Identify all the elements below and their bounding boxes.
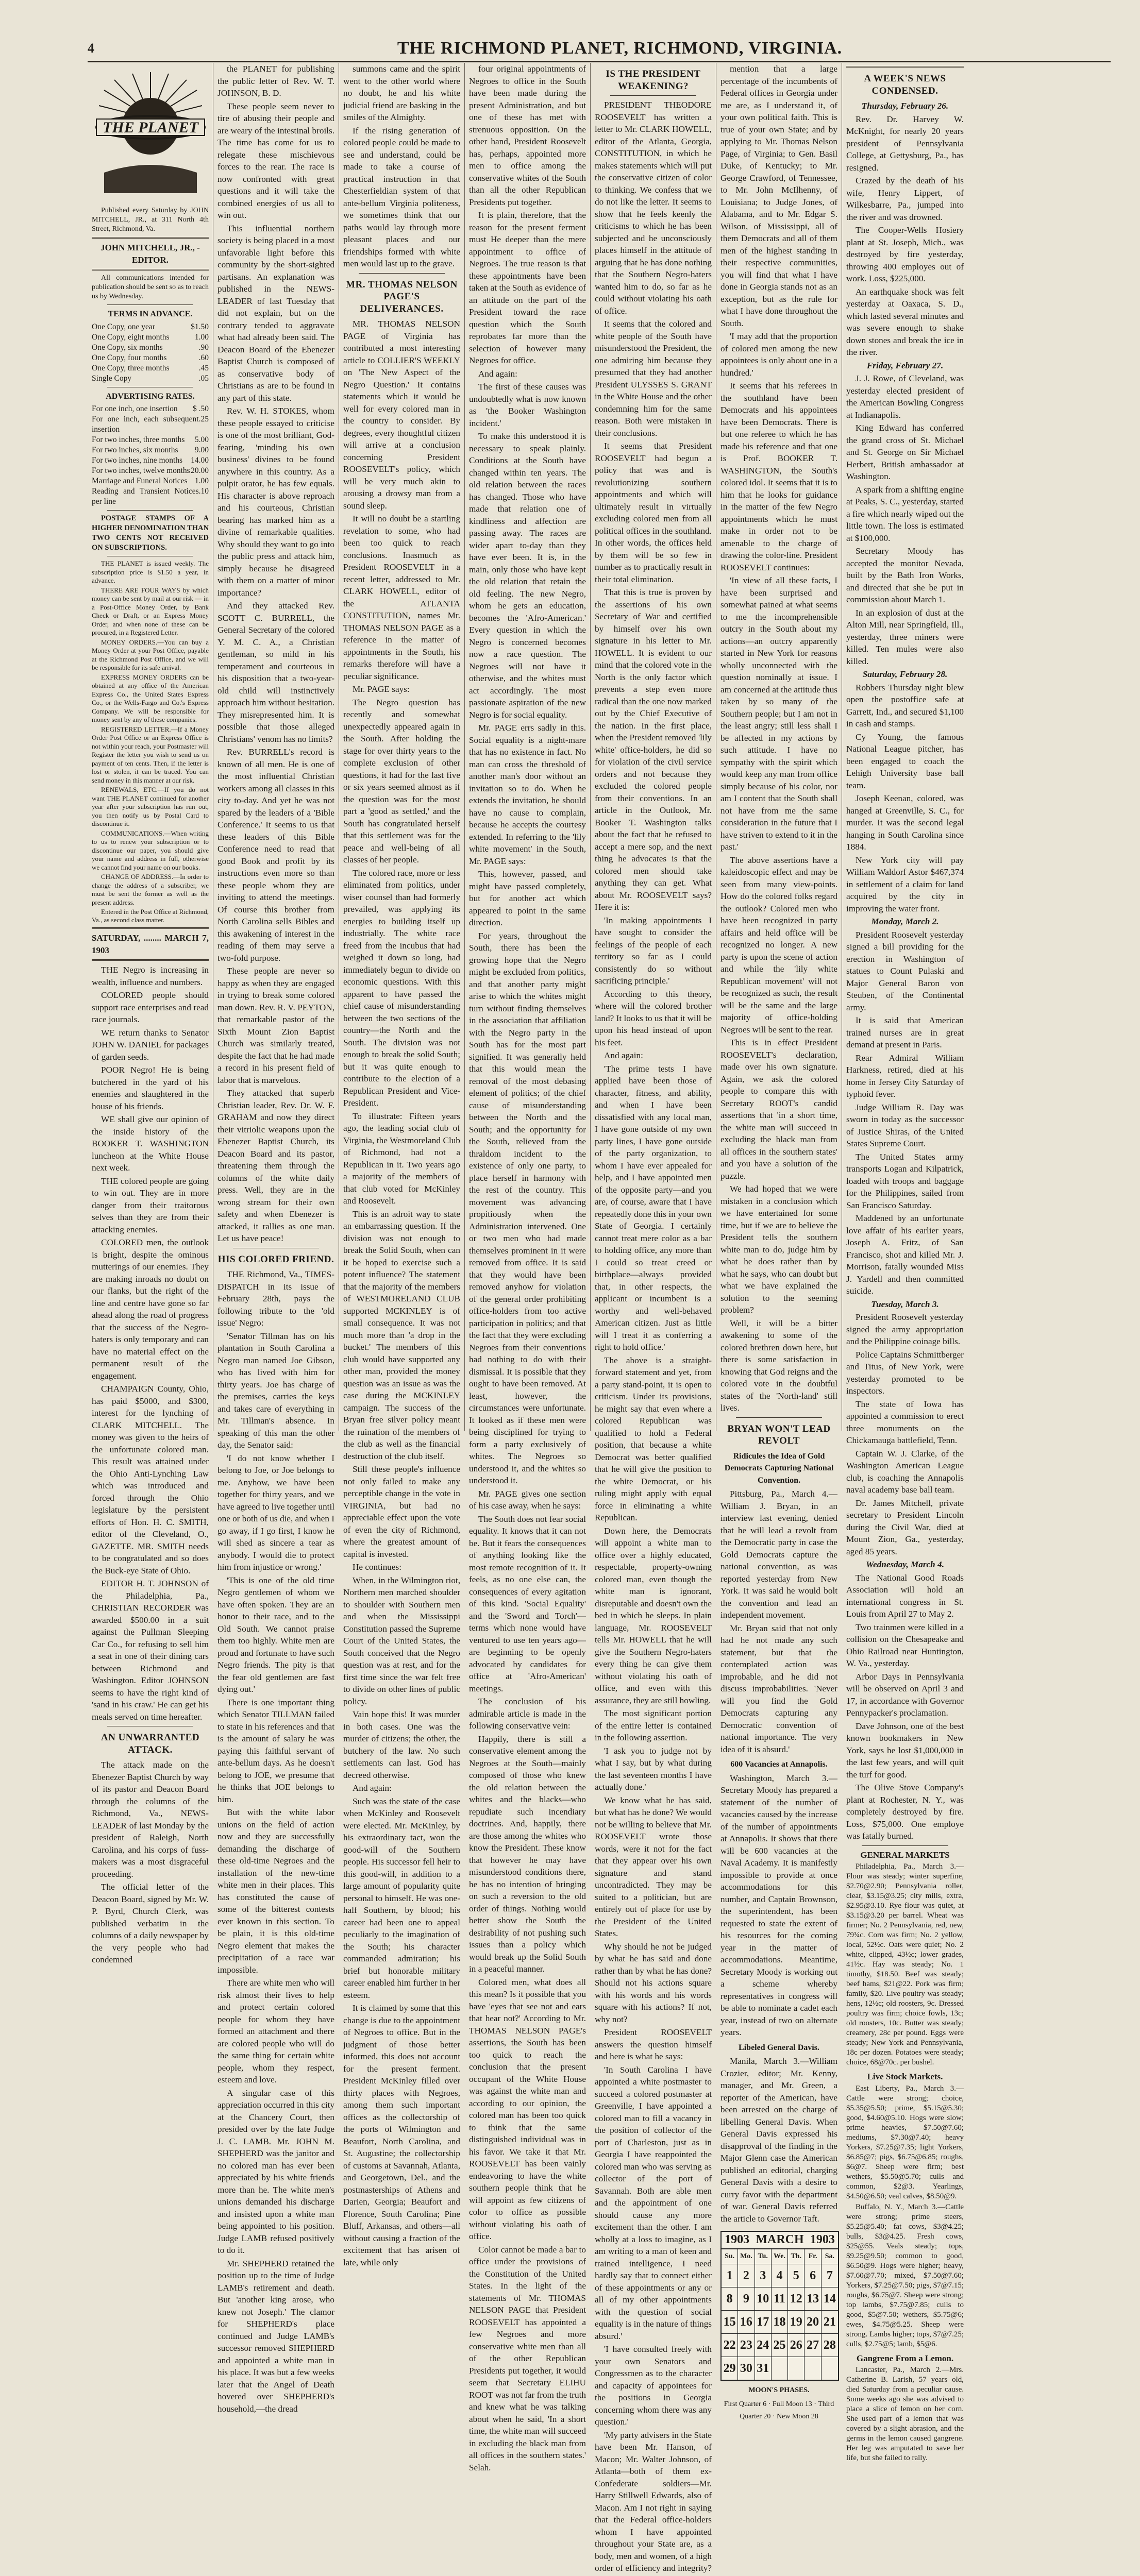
subscription-para: COMMUNICATIONS.—When writing to us to renew your subscription or to discontinue our paper, you should give your name and address in full, otherwise we cannot find your name on our books. bbox=[92, 829, 209, 872]
article-para: Still these people's influence not only failed to make any perceptible change in the vote in VIRGINIA, but had no appreciable effect upon the vote of even the city of Richmond, where the greatest amount of capital is invested. bbox=[343, 1463, 460, 1560]
news-item: Dave Johnson, one of the best known bookmakers in New York, says he lost $1,000,000 in the last few years, and will quit the turf for good. bbox=[846, 1720, 964, 1781]
divider bbox=[359, 273, 445, 274]
news-item: Dr. James Mitchell, private secretary to President Lincoln during the Civil War, died at Mount Zion, Ga., yesterday, aged 85 years. bbox=[846, 1497, 964, 1558]
calendar-day bbox=[822, 2357, 838, 2380]
terms-row bbox=[92, 332, 209, 343]
calendar-day: 13 bbox=[804, 2287, 821, 2311]
calendar-day: 3 bbox=[755, 2264, 772, 2287]
market-para: Philadelphia, Pa., March 3.—Flour was steady; winter superfine, $2.70@2.90; Pennsylvania roller, clear, $3.15@3.25; city mills, extra, $2.95@3.10. Rye flour was quiet, at $3.15@3.20 per barrel. Wheat was firmer; No. 2 Pennsylvania, red, new, 79¾c. Corn was firm; No. 2 yellow, local, 52½c. Oats were quiet; No. 2 white, clipped, 43½c; lower grades, 41½c. Hay was steady; No. 1 timothy, $18.50. Beef was steady; beef hams, $21@22. Pork was firm; family, $20. Live poultry was steady; hens, 12½c; old roosters, 9c. Dressed poultry was firm; choice fowls, 13c; old roosters, 10c. Butter was steady; creamery, 28c per pound. Eggs were steady; New York and Pennsylvania, 18c per dozen. Potatoes were steady; choice, 68@70c. per bushel. bbox=[846, 1862, 964, 2067]
article-para: 'I do not know whether I belong to Joe, or Joe belongs to me. Anyhow, we have been together for thirty years, and we have agreed to live together until one or both of us die, and when I go away, if I go first, I know he will shed as sincere a tear as anybody. I would die to protect him from injustice or wrong.' bbox=[217, 1452, 334, 1573]
editorial-item: EDITOR H. T. JOHNSON of the Philadelphia, Pa., CHRISTIAN RECORDER was awarded $500.00 in a suit against the Pullman Sleeping Car Co., for refusing to sell him a seat in one of their dining cars between Richmond and Washington. Editor JOHNSON seems to have the right kind of 'sand in his craw.' He can get his meals served on time hereafter. bbox=[92, 1578, 209, 1723]
calendar-day: 27 bbox=[804, 2334, 821, 2357]
news-item: The state of Iowa has appointed a commission to erect three monuments on the Chickamauga battlefield, Tenn. bbox=[846, 1398, 964, 1447]
market-para: East Liberty, Pa., March 3.—Cattle were strong; choice, $5.35@5.50; prime, $5.15@5.30; good, $4.60@5.10. Hogs were slow; prime heavies, $7.50@7.60; mediums, $7.30@7.40; heavy Yorkers, $7.25@7.35; light Yorkers, $6.85@7; pigs, $6.75@6.85; roughs, $6@7. Sheep were firm; best wethers, $5.50@5.70; culls and common, $2@3. Yearlings, $4.50@6.50; veal calves, $8.50@9. bbox=[846, 2084, 964, 2201]
article-para: The first of these causes was undoubtedly what is now known as 'the Booker Washington incident.' bbox=[469, 381, 586, 429]
news-item: The United States army transports Logan and Kilpatrick, loaded with troops and baggage for the Philippines, sailed from San Francisco Saturday. bbox=[846, 1151, 964, 1212]
calendar-day: 10 bbox=[755, 2287, 772, 2311]
article-para: It is claimed by some that this change is due to the appointment of Negroes to office. But in the judgment of those better informed, this does not account for the present ferment. President McKinley filled over thirty places with Negroes, among them such important offices as the collectorship of the ports of Wilmington and Beaufort, North Carolina, and St. Augustine; the collectorship of customs at Savannah, Atlanta, and Georgetown, Del., and the postmasterships of Athens and Darien, Georgia; Beaufort and Florence, South Carolina; Pine Bluff, Arkansas, and others—all without causing a fraction of the excitement that has arisen of late, while only bbox=[343, 2002, 460, 2268]
article-para: Down here, the Democrats will appoint a white man to office over a highly educated, respectable, property-owning colored man, even though the white man is ignorant, disreputable and doesn't own the bed in which he sleeps. In plain language, Mr. ROOSEVELT tells Mr. HOWELL that he will give the Southern Negro-haters every thing he can give them without violating his oath of office, and even with this assurance, they are still howling. bbox=[595, 1525, 712, 1707]
terms-row-price: $1.50 bbox=[191, 322, 209, 332]
article-para: It seems that the colored and white people of the South have misunderstood the President, the one admiring him because they presumed that they had another President ULYSSES S. GRANT in the White House and the other condemning him for the same reason. Both were mistaken in their conclusions. bbox=[595, 318, 712, 439]
ad-rate-row bbox=[92, 404, 209, 414]
ad-rate-row-price: $ .50 bbox=[193, 404, 209, 414]
article-para: The above is a straight-forward statement and yet, from a party stand-point, it is open to criticism. Under its provisions, he might say that even where a colored Republican was qualified to hold a Federal position, that because a white Democrat was better qualified that he will give the position to the white Democrat, or his ruling might apply with equal force in eliminating a white Republican. bbox=[595, 1354, 712, 1524]
livestock-headline: Live Stock Markets. bbox=[846, 2071, 964, 2083]
ad-rate-row bbox=[92, 486, 209, 507]
column-5 bbox=[591, 63, 716, 1431]
terms-title: TERMS IN ADVANCE. bbox=[92, 308, 209, 320]
markets-headline: GENERAL MARKETS bbox=[846, 1849, 964, 1861]
ad-rate-row bbox=[92, 414, 209, 435]
calendar-day: 23 bbox=[738, 2334, 755, 2357]
columns bbox=[88, 63, 1111, 1431]
editorial-item: POOR Negro! He is being butchered in the yard of his enemies and slaughtered in the house of his friends. bbox=[92, 1064, 209, 1112]
march-calendar bbox=[720, 2231, 839, 2381]
article-para: It is plain, therefore, that the reason for the present ferment must He deeper than the mere appointment to office of Negroes. The true reason is that these appointments have been taken at the South as evidence of an attitude on the part of the President toward the race question which the South reprobates far more than the selection of however many Negroes for office. bbox=[469, 209, 586, 367]
editorial-item: CHAMPAIGN County, Ohio, has paid $5000, and $300, interest for the lynching of CLARK MITCHELL. The money was given to the heirs of the unfortunate colored man. This result was attained under the Ohio Anti-Lynching Law which was introduced and forced through the Ohio legislature by the persistent efforts of Hon. H. C. SMITH, editor of the Cleveland, O., GAZETTE. MR. SMITH needs to be congratulated and so does the Buck-eye State of Ohio. bbox=[92, 1383, 209, 1577]
weakening-article-cont bbox=[720, 63, 837, 1414]
article-para: the PLANET for publishing the public letter of Rev. W. T. JOHNSON, B. D. bbox=[217, 63, 334, 99]
column-4 bbox=[465, 63, 591, 1431]
gangrene-headline: Gangrene From a Lemon. bbox=[846, 2352, 964, 2365]
ad-rate-row-price: 14.00 bbox=[191, 455, 209, 466]
article-para: mention that a large percentage of the incumbents of Federal offices in Georgia under me are, as I understand it, of your own political faith. This is true of your own State; and by applying to Mr. Thomas Nelson Page, of Virginia; to Gen. Basil Duke, of Kentucky; to Mr. George Crawford, of Tennessee, to Mr. John McIlhenny, of Louisiana; to Judge Jones, of Alabama, and to Mr. Edgar S. Wilson, of Mississippi, all of them Democrats and all of them men of the highest standing in their respective communities, you will find that what I have done in Georgia stands not as an exception, but as the rule for what I have done throughout the South. bbox=[720, 63, 837, 329]
news-item: Rear Admiral William Harkness, retired, died at his home in Jersey City Saturday of typhoid fever. bbox=[846, 1052, 964, 1100]
article-para: The official letter of the Deacon Board, signed by Mr. W. P. Byrd, Church Clerk, was published verbatim in the columns of a daily newspaper by the very people who had condemned bbox=[92, 1881, 209, 1966]
news-item: J. J. Rowe, of Cleveland, was yesterday elected president of the American Bowling Congress at Indianapolis. bbox=[846, 372, 964, 421]
article-para: 'In view of all these facts, I have been surprised and somewhat pained at what seems to me the incomprehensible outcry in the South about my actions—an outcry apparently started in New York for reasons wholly unconnected with the question nominally at issue. I am concerned at the attitude thus taken by so many of the Southern people; but I am not in the least angry; still less shall I be affected in my actions by such attitude. I have no sympathy with the spirit which would keep any man from office simply because of his color, nor am I content that the South shall not have from me the same consideration in the future that I have striven to extend to it in the past.' bbox=[720, 574, 837, 853]
ad-rate-row bbox=[92, 455, 209, 466]
terms-row-price: .60 bbox=[199, 353, 209, 363]
article-para: 'In making appointments I have sought to consider the feelings of the people of each territory so far as I could consistently do so without sacrificing principle.' bbox=[595, 914, 712, 987]
article-para: We had hoped that we were mistaken in a conclusion which we have entertained for some time, but if we are to believe the President tells the southern white man to do, judge him by what he does rather than by what he says, who can doubt but what we have explained the solution to the seeming problem? bbox=[720, 1183, 837, 1316]
terms-row-price: 1.00 bbox=[195, 332, 209, 343]
article-para: 'This is one of the old time Negro gentlemen of whom we have often spoken. They are an honor to their race, and to the Old South. We cannot praise them too highly. White men are proud and fortunate to have such Negro friends. The pity is that the fear old gentlemen are fast dying out.' bbox=[217, 1574, 334, 1696]
ad-rate-row-label: For two inches, twelve months bbox=[92, 466, 190, 476]
calendar-day: 9 bbox=[738, 2287, 755, 2311]
libel-headline: Libeled General Davis. bbox=[720, 2042, 837, 2054]
calendar-day: 1 bbox=[722, 2264, 738, 2287]
calendar-weekday: Mo. bbox=[738, 2249, 755, 2264]
ad-rate-row-price: 1.00 bbox=[195, 476, 209, 486]
calendar-day: 11 bbox=[772, 2287, 788, 2311]
article-para: The most significant portion of the entire letter is contained in the following assertion. bbox=[595, 1707, 712, 1744]
article-para: 'I have consulted freely with your own Senators and Congressmen as to the character and capacity of appointees for the positions in Georgia concerning whom there was any question.' bbox=[595, 2343, 712, 2428]
terms-row-label: One Copy, one year bbox=[92, 322, 155, 332]
planet-logo-icon bbox=[94, 70, 207, 198]
column-6 bbox=[716, 63, 842, 1431]
calendar-year: 1903 bbox=[810, 2234, 835, 2246]
ad-rate-row bbox=[92, 435, 209, 445]
calendar-weekday: Sa. bbox=[822, 2249, 838, 2264]
article-para: 'I ask you to judge not by what I say, but by what during the last seventeen months I have actually done.' bbox=[595, 1745, 712, 1793]
article-para: It will no doubt be a startling revelation to some, who had been too quick to reach conclusions. Inasmuch as President ROOSEVELT in a recent letter, addressed to Mr. CLARK HOWELL, editor of the ATLANTA CONSTITUTION, names Mr. THOMAS NELSON PAGE as a reference in the matter of appointments in the South, his remarks therefore will have a peculiar significance. bbox=[343, 513, 460, 682]
column-3 bbox=[339, 63, 465, 1431]
calendar-day: 5 bbox=[788, 2264, 804, 2287]
terms-row bbox=[92, 343, 209, 353]
calendar-day bbox=[772, 2357, 788, 2380]
column-1 bbox=[88, 63, 213, 1431]
article-para: The South does not fear social equality. It knows that it can not be. But it fears the consequences of anything looking like the most remote recognition of it. It feels, as no one else can, the consequences of every agitation of this kind. 'Social Equality' and the 'Sword and Torch'—terms which none would have ventured to use ten years ago—are beginning to be openly advocated by candidates for office at 'Afro-American' meetings. bbox=[469, 1513, 586, 1695]
weakening-headline: IS THE PRESIDENT WEAKENING? bbox=[595, 68, 712, 92]
friend-article bbox=[217, 1268, 334, 2415]
ad-rate-row-price: .10 bbox=[199, 486, 209, 507]
divider bbox=[736, 1417, 822, 1418]
article-para: THE Richmond, Va., TIMES-DISPATCH in its issue of February 28th, pays the following tribute to the 'old issue' Negro: bbox=[217, 1268, 334, 1329]
news-item: It is said that American trained nurses are in great demand at present in Paris. bbox=[846, 1014, 964, 1051]
friend-headline: HIS COLORED FRIEND. bbox=[217, 1253, 334, 1266]
calendar-day bbox=[788, 2357, 804, 2380]
divider bbox=[862, 1845, 948, 1846]
article-para: That this is true is proven by the assertions of his own Secretary of War and certified by himself over his own signature in his letter to Mr. HOWELL. It is evident to our mind that the colored vote in the North is the only factor which prevents a step even more radical than the one now marked out by the Chief Executive of the nation. In the first place, when the President removed 'lily white' office-holders, he did so for violation of the civil service orders and not because they excluded the colored people from their conventions. In an article in the Outlook, Mr. Booker T. Washington talks about the fact that he refused to accept a mere sop, and the next thing he advocates is that the colored men should take anything they can get. What about Mr. ROOSEVELT says? Here it is: bbox=[595, 586, 712, 913]
terms-row bbox=[92, 374, 209, 384]
bryan-article bbox=[720, 1488, 837, 1755]
divider bbox=[107, 304, 193, 305]
news-item: New York city will pay William Waldorf Astor $467,374 in settlement of a claim for land acquired by the city in improving the water front. bbox=[846, 854, 964, 915]
calendar-weekday: Tu. bbox=[755, 2249, 772, 2264]
article-para: 'Senator Tillman has on his plantation in South Carolina a Negro man named Joe Gibson, who has lived with him for thirty years. Joe has charge of the premises, carries the keys and takes care of everything in Mr. Tillman's absence. In speaking of this man the other day, the Senator said: bbox=[217, 1330, 334, 1451]
ad-rate-row bbox=[92, 476, 209, 486]
article-para: four original appointments of Negroes to office in the South have been made during the present Administration, and but one of these has met with strenuous opposition. On the other hand, President Roosevelt has, perhaps, appointed more men to office among the conservative whites of the South than all the other Republican Presidents put together. bbox=[469, 63, 586, 208]
livestock-article bbox=[846, 2084, 964, 2349]
terms-row-price: .05 bbox=[199, 374, 209, 384]
subscription-para: THERE ARE FOUR WAYS by which money can be sent by mail at our risk — in a Post-Office Money Order, by Bank Check or Draft, or an Express Money Order, and when none of these can be procured, in a Registered Letter. bbox=[92, 586, 209, 637]
calendar-month: MARCH bbox=[756, 2234, 803, 2246]
article-para: There are white men who will risk almost their lives to help and protect certain colored people for whom they have formed an attachment and there are colored people who will do the same thing for certain white people, whom they respect, esteem and love. bbox=[217, 1977, 334, 2086]
ad-rate-row-price: .25 bbox=[199, 414, 209, 435]
article-para: This influential northern society is being placed in a most unfavorable light before this community by the short-sighted partisans. An explanation was published in the NEWS-LEADER of last Tuesday that did not explain, but on the contrary tended to aggravate what had already been said. The Deacon Board of the Ebenezer Baptist Church is composed of as conservative body of Christians as are to be found in any part of this state. bbox=[217, 223, 334, 404]
ad-rates-table bbox=[92, 404, 209, 507]
ad-rate-row-price: 20.00 bbox=[191, 466, 209, 476]
ad-rate-row-price: 5.00 bbox=[195, 435, 209, 445]
article-para: President ROOSEVELT answers the question himself and here is what he says: bbox=[595, 2026, 712, 2063]
article-para: Why should he not be judged by what he has said and done rather than by what he has done? Should not his actions square with his words and his words square with his actions? If not, why not? bbox=[595, 1941, 712, 2026]
terms-row-label: One Copy, six months bbox=[92, 343, 163, 353]
news-headline: A WEEK'S NEWS CONDENSED. bbox=[846, 73, 964, 97]
editorial-item: COLORED people should support race enterprises and read race journals. bbox=[92, 989, 209, 1026]
page-deliverances-article bbox=[343, 318, 460, 2268]
ad-rate-row bbox=[92, 445, 209, 455]
news-item: Monday, March 2. bbox=[846, 916, 964, 928]
calendar-header bbox=[722, 2232, 838, 2249]
news-item: The Cooper-Wells Hosiery plant at St. Joseph, Mich., was destroyed by fire yesterday, throwing 400 employes out of work. Loss, $225,000. bbox=[846, 224, 964, 285]
article-para: The above assertions have a kaleidoscopic effect and may be seen from many view-points. How do the colored folks regard the outlook? Colored men who have been recognized in party affairs and held office will be recognized no longer. A new party is upon the scene of action and while the 'lily white Republican movement' will not be recognized as such, the result will be the same and the large majority of office-holding Negroes will be sent to the rear. bbox=[720, 854, 837, 1036]
calendar-day bbox=[804, 2357, 821, 2380]
news-item: Wednesday, March 4. bbox=[846, 1558, 964, 1571]
article-para: A singular case of this appreciation occurred in this city at the Chancery Court, then presided over by the late Judge J. C. LAMB. Mr. JOHN M. SHEPHERD was the janitor and no colored man has ever been appreciated by his white friends more than he. The white men's unions demanded his discharge and insisted upon a white man being appointed to his position. Judge LAMB refused positively to do it. bbox=[217, 2087, 334, 2257]
news-item: Friday, February 27. bbox=[846, 360, 964, 372]
editorial-item: THE colored people are going to win out. They are in more danger from their traitorous selves than they are from their attacking enemies. bbox=[92, 1175, 209, 1236]
article-para: According to this theory, where will the colored brother land? It looks to us that it will be upon his head instead of upon his feet. bbox=[595, 988, 712, 1049]
calendar-day: 14 bbox=[822, 2287, 838, 2311]
news-item: Cy Young, the famous National League pitcher, has been engaged to coach the Lehigh University base ball team. bbox=[846, 731, 964, 792]
weakening-article bbox=[595, 99, 712, 2576]
article-para: But with the white labor unions on the field of action now and they are successfully demanding the discharge of these old-time Negroes and the installation of the new-time white men in their places. This has constituted the cause of some of the bitterest contests ever known in this section. To be plain, it is this old-time Negro element that makes the precipitation of a race war impossible. bbox=[217, 1806, 334, 1976]
calendar-day: 31 bbox=[755, 2357, 772, 2380]
article-para: Happily, there is still a conservative element among the Negroes at the South—mainly composed of those who knew the old relation between the whites and the blacks—who repudiate such incendiary doctrines. And, happily, there are those among the whites who know the President. These know that however he may have misunderstood conditions there, he has no intention of bringing on such a reversion to the old order of things. Nothing would better show the South the desirability of not pushing such issues than a policy which would break up the Solid South in a peaceful manner. bbox=[469, 1733, 586, 1975]
calendar-weekday: Th. bbox=[788, 2249, 804, 2264]
calendar-day: 8 bbox=[722, 2287, 738, 2311]
article-para: These people are never so happy as when they are engaged in trying to break some colored man down. Rev. R. V. PEYTON, that remarkable pastor of the Sixth Mount Zion Baptist Church was similarly treated, despite the fact that he had made a record in his present field of labor that is marvelous. bbox=[217, 965, 334, 1086]
news-item: Thursday, February 26. bbox=[846, 100, 964, 112]
terms-row-label: One Copy, three months bbox=[92, 363, 170, 374]
news-item: Saturday, February 28. bbox=[846, 668, 964, 681]
calendar-day: 2 bbox=[738, 2264, 755, 2287]
attack-article bbox=[92, 1759, 209, 1966]
article-para: To illustrate: Fifteen years ago, the leading social club of Virginia, the Westmoreland Club of Richmond, had not a Republican in it. Two years ago a majority of the members of that club voted for McKinley and Roosevelt. bbox=[343, 1110, 460, 1207]
article-para: Vain hope this! It was murder in both cases. One was the murder of citizens; the other, the butchery of the law. No such settlements can last. God has decreed otherwise. bbox=[343, 1708, 460, 1781]
friend-article-cont bbox=[343, 63, 460, 270]
article-para: The conclusion of his admirable article is made in the following conservative vein: bbox=[469, 1696, 586, 1732]
page-header bbox=[88, 36, 1111, 62]
news-item: Tuesday, March 3. bbox=[846, 1298, 964, 1311]
article-para: And again: bbox=[343, 1782, 460, 1794]
article-para: 'In South Carolina I have appointed a white postmaster to succeed a colored postmaster at Greenville, I have appointed a colored man to fill a vacancy in the position of collector of the port of Charleston, just as in Georgia I have reappointed the colored man who was serving as collector of the port of Savannah. Both are able men and the appointment of one should cause any more excitement than the other. I am wholly at a loss to imagine, as I am writing to a man of keen and trained intelligence, I need hardly say that to connect either of these appointments or any or all of my other appointments with the question of social equality is in the nature of things absurd.' bbox=[595, 2064, 712, 2343]
calendar-day: 15 bbox=[722, 2311, 738, 2334]
publisher-line: Published every Saturday by JOHN MITCHELL, JR., at 311 North 4th Street, Richmond, Va. bbox=[92, 206, 209, 234]
divider bbox=[92, 927, 209, 929]
subscription-para: MONEY ORDERS.—You can buy a Money Order at your Post Office, payable at the Richmond Post Office, and we will be responsible for its safe arrival. bbox=[92, 638, 209, 672]
subscription-para: REGISTERED LETTER.—If a Money Order Post Office or an Express Office is not within your reach, your Postmaster will Register the letter you wish to send us on payment of ten cents. Then, if the letter is lost or stolen, it can be traced. You can send money in this manner at our risk. bbox=[92, 725, 209, 785]
divider bbox=[846, 66, 964, 67]
article-para: And again: bbox=[595, 1049, 712, 1062]
news-item: Captain W. J. Clarke, of the Washington American League club, is coaching the Annapolis naval academy base ball team. bbox=[846, 1448, 964, 1496]
ad-rate-row-label: Marriage and Funeral Notices bbox=[92, 476, 188, 486]
article-para: 'The prime tests I have applied have been those of character, fitness, and ability, and when I have been dissatisfied with any local man, I have gone outside of my own party lines, I have gone outside of the party organization, to whom I have ever appealed for help, and I have appointed men of the opposite party—and you are, of course, aware that I have repeatedly done this in your own State of Georgia. I certainly cannot treat mere color as a bar to holding office, any more than I could so treat creed or birthplace—always provided that, in other respects, the applicant or incumbent is a worthy and well-behaved American citizen. Just as little will I treat it as conferring a right to hold office.' bbox=[595, 1063, 712, 1353]
article-para: Color cannot be made a bar to office under the provisions of the Constitution of the United States. In the light of the statements of Mr. THOMAS NELSON PAGE that President ROOSEVELT has appointed a few Negroes and more conservative white men than all of the other Republican Presidents put together, it would seem that Secretary ELIHU ROOT was not far from the truth and knew what he was talking about when he said, 'In a short time, the white man will succeed in excluding the black man from all offices in the southern states.' Selah. bbox=[469, 2244, 586, 2474]
article-para: Colored men, what does all this mean? Is it possible that you have 'eyes that see not and ears that hear not?' According to Mr. THOMAS NELSON PAGE's assertions, the South has been too quick to reach the conclusion that the present occupant of the White House was against the white man and according to our opinion, the colored man has been too quick to think that the same distinguished individual was in his favor. We take it that Mr. ROOSEVELT has been vainly endeavoring to have the white southern people think that he will appoint as few citizens of color to office as possible without violating his oath of office. bbox=[469, 1976, 586, 2243]
news-item: Judge William R. Day was sworn in today as the successor of Justice Shiras, of the United States Supreme Court. bbox=[846, 1101, 964, 1150]
news-item: Two trainmen were killed in a collision on the Chesapeake and Ohio Railroad near Huntington, W. Va., yesterday. bbox=[846, 1621, 964, 1670]
calendar-day: 7 bbox=[822, 2264, 838, 2287]
ad-rate-row-label: Reading and Transient Notices per line bbox=[92, 486, 199, 507]
news-item: A spark from a shifting engine at Peaks, S. C., yesterday, started a fire which nearly wiped out the little town. The loss is estimated at $100,000. bbox=[846, 484, 964, 545]
divider bbox=[92, 269, 209, 270]
calendar-day: 17 bbox=[755, 2311, 772, 2334]
terms-row bbox=[92, 363, 209, 374]
news-item: The Olive Stove Company's plant at Rochester, N. Y., was completely destroyed by fire. Loss, $75,000. One employe was fatally burned. bbox=[846, 1782, 964, 1842]
article-para: This, however, passed, and might have passed completely, but for another act which appeared to point in the same direction. bbox=[469, 868, 586, 929]
calendar-day: 30 bbox=[738, 2357, 755, 2380]
article-para: MR. THOMAS NELSON PAGE of Virginia has contributed a most interesting article to COLLIER'S WEEKLY on 'The New Aspect of the Negro Question.' It contains statements which it would be well for every colored man in the country to consider. By degrees, every thoughtful citizen will arrive at a conclusion concerning President ROOSEVELT's policy, which will be very much akin to arousing a drowsy man from a sound sleep. bbox=[343, 318, 460, 512]
calendar-weekday: Fr. bbox=[804, 2249, 821, 2264]
news-item: President Roosevelt yesterday signed a bill providing for the erection in Washington of statues to Count Pulaski and Major General Baron von Steuben, of the Continental army. bbox=[846, 929, 964, 1014]
terms-row-price: .45 bbox=[199, 363, 209, 374]
article-para: Mr. PAGE says: bbox=[343, 683, 460, 696]
news-item: Robbers Thursday night blew open the postoffice safe at Garrett, Ind., and secured $1,100 in cash and stamps. bbox=[846, 682, 964, 730]
article-para: We know what he has said, but what has he done? We would not be willing to believe that Mr. ROOSEVELT wrote those words, were it not for the fact that they appear over his own signature and stand uncontradicted. They may be suited to a politician, but are entirely out of place for use by the President of the United States. bbox=[595, 1794, 712, 1940]
news-items bbox=[846, 100, 964, 1842]
markets-article bbox=[846, 1862, 964, 2067]
calendar-weekday: We. bbox=[772, 2249, 788, 2264]
editorial-items bbox=[92, 964, 209, 1723]
article-para: There is one important thing which Senator TILLMAN failed to state in his references and that is the amount of salary he was paying this faithful servant of ante-bellum days. As he doesn't belong to JOE, we presume that he thinks that JOE belongs to him. bbox=[217, 1697, 334, 1806]
terms-row-label: One Copy, four months bbox=[92, 353, 166, 363]
news-item: Police Captains Schmittberger and Titus, of New York, were yesterday promoted to be inspectors. bbox=[846, 1349, 964, 1397]
market-para: Buffalo, N. Y., March 3.—Cattle were strong; prime steers, $5.25@5.40; fat cows, $3@4.25; bulls, $3@4.25. Fresh cows, $25@55. Veals steady; tops, $9.25@9.50; common to good, $6.50@9. Hogs were higher; heavy, $7.60@7.70; mixed, $7.50@7.60; Yorkers, $7.25@7.50; pigs, $7@7.15; roughs, $6.75@7. Sheep were strong; top lambs, $7.75@7.85; culls to good, $5@7.50; wethers, $5.75@6; ewes, $4.75@5.25. Sheep were strong. Lambs higher; tops, $7@7.25; culls, $2.75@5; lamb, $5@6. bbox=[846, 2202, 964, 2349]
gangrene-article: Lancaster, Pa., March 2.—Mrs. Catherine B. Larish, 57 years old, died Saturday from a peculiar cause. Some weeks ago she was advised to place a slice of lemon on her corn. She used part of a lemon that was covered by a slight abrasion, and the germs in the lemon caused gangrene. Her leg was amputated to save her life, but she failed to rally. bbox=[846, 2365, 964, 2463]
article-para: Rev. BURRELL's record is known of all men. He is one of the most influential Christian workers among all classes in this city to-day. And yet he was not spared by the leaders of a 'Bible Conference.' It seems to us that these leaders of this Bible Conference need to read that good Book and profit by its instructions even more so than these people whom they are inviting to attend the meetings. Of course this brother from North Carolina sells Bibles and this awakening of interest in the reading of them may serve a two-fold purpose. bbox=[217, 746, 334, 964]
masthead-title: THE RICHMOND PLANET, RICHMOND, VIRGINIA. bbox=[129, 39, 1111, 58]
ad-rate-row-price: 9.00 bbox=[195, 445, 209, 455]
terms-row-price: .90 bbox=[199, 343, 209, 353]
moon-phases-title: MOON'S PHASES. bbox=[720, 2384, 837, 2397]
article-para: He continues: bbox=[343, 1561, 460, 1573]
article-para: The colored race, more or less eliminated from politics, under wiser counsel than had formerly prevailed, was applying its energies to building itself up industrially. The white race freed from the incubus that had weighed it down so long, had immediately begun to divide on economic questions. With this apparent to have passed the chief cause of misunderstanding between the two sections of the country—the North and the South. The division was not enough to break the solid South; but it was quite enough to contribute to the election of a Republican President and Vice-President. bbox=[343, 867, 460, 1109]
ad-rate-row-label: For one inch, each subsequent insertion bbox=[92, 414, 199, 435]
editor-line: JOHN MITCHELL, JR., - EDITOR. bbox=[92, 242, 209, 266]
article-para: If the rising generation of colored people could be made to see and understand, could be made to take a course of practical instruction in that Chesterfieldian system of that ante-bellum Virginia politeness, we sometimes think that our paths would lay through more pleasant places and our friendships formed with white men would last up to the grave. bbox=[343, 125, 460, 270]
entered-notice: Entered in the Post Office at Richmond, Va., as second class matter. bbox=[92, 908, 209, 924]
news-item: Rev. Dr. Harvey W. McKnight, for nearly 20 years president of Pennsylvania College, at Gettysburg, Pa., has resigned. bbox=[846, 113, 964, 174]
article-para: And again: bbox=[469, 368, 586, 380]
terms-row bbox=[92, 353, 209, 363]
article-para: When, in the Wilmington riot, Northern men marched shoulder to shoulder with Southern men and when the Mississippi Constitution passed the Supreme Court of the United States, the South conceived that the Negro question was at rest, and for the first time since the war felt free to divide on other lines of public policy. bbox=[343, 1574, 460, 1708]
news-item: Crazed by the death of his wife, Henry Lippert, of Wilkesbarre, Pa., jumped into the river and was drowned. bbox=[846, 175, 964, 223]
issue-dateline: SATURDAY, ........ MARCH 7, 1903 bbox=[92, 932, 209, 956]
subscription-para: THE PLANET is issued weekly. The subscription price is $1.50 a year, in advance. bbox=[92, 560, 209, 585]
article-para: Such was the state of the case when McKinley and Roosevelt were elected. Mr. McKinley, by his extraordinary tact, won the good-will of the Southern people. His successor fell heir to this good-will, in addition to a large amount of popularity quite personal to himself. He was one-half Southern, by blood; his career had been one to appeal peculiarly to the imagination of the South; his character commanded admiration; his brief but honorable military career enabled him further in her esteem. bbox=[343, 1795, 460, 2002]
calendar-grid bbox=[722, 2249, 838, 2380]
news-item: Joseph Keenan, colored, was hanged at Greenville, S. C., for murder. It was the second legal hanging in South Carolina since 1884. bbox=[846, 792, 964, 853]
calendar-day: 18 bbox=[772, 2311, 788, 2334]
article-para: Mr. SHEPHERD retained the position up to the time of Judge LAMB's retirement and death. But 'another king arose, who knew not Joseph.' The clamor for SHEPHERD's place continued and Judge LAMB's successor removed SHEPHERD and appointed a white man in his place. It was but a few weeks later that the Angel of Death hovered over SHEPHERD's household,—the dread bbox=[217, 2258, 334, 2415]
news-item: Secretary Moody has accepted the monitor Nevada, built by the Bath Iron Works, and directed that she be put in commission about March 1. bbox=[846, 545, 964, 606]
editorial-item: COLORED men, the outlook is bright, despite the ominous mutterings of our enemies. They are making inroads no doubt on our flanks, but the right of the line and centre have gone so far ahead along the road of progress that the success of the Negro-haters is only temporary and can have no material effect on the permanent result of the engagement. bbox=[92, 1236, 209, 1382]
vacancies-article: Washington, March 3.—Secretary Moody has prepared a statement of the number of vacancies caused by the increase of the number of appointments at Annapolis. It shows that there will be 600 vacancies at the Naval Academy. It is manifestly impossible to provide at once accommodations for this number, and Captain Brownson, the superintendent, has been requested to state the extent of his resources for the coming year in the matter of accommodations. Meantime, Secretary Moody is working out a scheme whereby representatives in congress will be able to nominate a cadet each year, instead of two on alternate years. bbox=[720, 1772, 837, 2039]
article-para: This is an adroit way to state an embarrassing question. If the division was not enough to break the Solid South, when can it be hoped to exercise such a potent influence? The statement that the majority of the members of WESTMORELAND CLUB supported MCKINLEY is of small consequence. It was not much more than 'a drop in the bucket.' The members of this club would have supported any other man, provided the money question was an issue as was the case during the MCKINLEY campaign. The success of the Bryan free silver policy meant the ruination of the members of the club as well as the financial destruction of the club itself. bbox=[343, 1208, 460, 1463]
moon-phases: First Quarter 6 · Full Moon 13 · Third Quarter 20 · New Moon 28 bbox=[720, 2398, 837, 2422]
ad-rate-row-label: For two inches, three months bbox=[92, 435, 185, 445]
attack-headline: AN UNWARRANTED ATTACK. bbox=[92, 1732, 209, 1756]
terms-row bbox=[92, 322, 209, 332]
column-7 bbox=[842, 63, 968, 1431]
news-item: King Edward has conferred the grand cross of St. Michael and St. George on Sir Michael Herbert, British ambassador at Washington. bbox=[846, 422, 964, 483]
news-item: Arbor Days in Pennsylvania will be observed on April 3 and 17, in accordance with Governor Pennypacker's proclamation. bbox=[846, 1671, 964, 1719]
divider bbox=[92, 959, 209, 961]
subscription-para: CHANGE OF ADDRESS.—In order to change the address of a subscriber, we must be sent the former as well as the present address. bbox=[92, 873, 209, 907]
editorial-item: THE Negro is increasing in wealth, influence and numbers. bbox=[92, 964, 209, 988]
page-number: 4 bbox=[88, 41, 129, 56]
article-para: The Negro question has recently and somewhat unexpectedly appeared again in the South. After holding the stage for over thirty years to the complete exclusion of other questions, it had for the last five or six years seemed almost as if the question was for the most part a 'good as settled,' and the South has congratulated herself that this settlement was for the peace and well-being of all classes of her people. bbox=[343, 697, 460, 866]
ad-rate-row-label: For one inch, one insertion bbox=[92, 404, 178, 414]
calendar-day: 6 bbox=[804, 2264, 821, 2287]
news-item: President Roosevelt yesterday signed the army appropriation and the Philippine coinage bills. bbox=[846, 1311, 964, 1348]
calendar-day: 20 bbox=[804, 2311, 821, 2334]
divider bbox=[92, 237, 209, 239]
article-para: It seems that President ROOSEVELT had begun a policy that was and is revolutionizing southern appointments and which will ultimately result in virtually excluding colored men from all political offices in the southland. In other words, the offices held by them will be so few in number as to practically result in their total elimination. bbox=[595, 440, 712, 585]
terms-row-label: One Copy, eight months bbox=[92, 332, 170, 343]
postage-notice: POSTAGE STAMPS OF A HIGHER DENOMINATION THAN TWO CENTS NOT RECEIVED ON SUBSCRIPTIONS. bbox=[92, 514, 209, 553]
calendar-day: 29 bbox=[722, 2357, 738, 2380]
calendar-day: 26 bbox=[788, 2334, 804, 2357]
article-para: Mr. PAGE errs sadly in this. Social equality is a night-mare that has no existence in fact. No man can cross the threshold of another man's door without an invitation so to do. When he extends the invitation, he should have no cause to complain, because he accepts the courtesy extended. In referring to the 'lily white movement' in the South, Mr. PAGE says: bbox=[469, 722, 586, 867]
terms-row-label: Single Copy bbox=[92, 374, 131, 384]
article-para: They attacked that superb Christian leader, Rev. Dr. W. F. GRAHAM and now they direct their vitriolic weapons upon the Ebenezer Baptist Church, its Deacon Board and its pastor, threatening them through the columns of the white daily press. Well, they are in the wrong stream for their own safety and when Ebenezer is attacked, it rallies as one man. Let us have peace! bbox=[217, 1087, 334, 1245]
calendar-day: 25 bbox=[772, 2334, 788, 2357]
article-para: Pittsburg, Pa., March 4.—William J. Bryan, in an interview last evening, denied that he will lead a revolt from the Democratic party in case the Gold Democrats capture the national convention, as was reported yesterday from New York. It was said he would bolt the convention and lead an independent movement. bbox=[720, 1488, 837, 1621]
bryan-headline: BRYAN WON'T LEAD REVOLT bbox=[720, 1423, 837, 1447]
article-para: 'I may add that the proportion of colored men among the new appointees is only about one in a hundred.' bbox=[720, 330, 837, 379]
attack-article-cont bbox=[217, 63, 334, 1245]
calendar-day: 19 bbox=[788, 2311, 804, 2334]
libel-article: Manila, March 3.—William Crozier, editor; Mr. Kenny, manager, and Mr. Green, a reporter of the American, have been arrested on the charge of libelling General Davis. When General Davis expressed his disapproval of the finding in the Major Glenn case the American published an editorial, charging General Davis with a desire to curry favor with the department of war. General Davis referred the article to Governor Taft. bbox=[720, 2055, 837, 2225]
article-para: PRESIDENT THEODORE ROOSEVELT has written a letter to Mr. CLARK HOWELL, editor of the Atlanta, Georgia, CONSTITUTION, in which he makes statements which will put the conservative citizen of color to thinking. We confess that we do not like the letter. It seems to show that he feels keenly the criticisms to which he has been subjected and he unconsciously places himself in the attitude of arguing that he has done nothing that the Southern Negro-haters wanted him to do, so far as he could without violating his oath of office. bbox=[595, 99, 712, 317]
planet-logo bbox=[92, 67, 209, 201]
calendar-day: 4 bbox=[772, 2264, 788, 2287]
subscription-para: EXPRESS MONEY ORDERS can be obtained at any office of the American Express Co., the United States Express Co., or the Wells-Fargo and Co.'s Express Company. We will be responsible for money sent by any of these companies. bbox=[92, 673, 209, 724]
bryan-subheadline: Ridicules the Idea of Gold Democrats Capturing National Convention. bbox=[720, 1450, 837, 1487]
editorial-item: WE shall give our opinion of the inside history of the BOOKER T. WASHINGTON luncheon at the White House next week. bbox=[92, 1113, 209, 1174]
article-para: This is in effect President ROOSEVELT's declaration, made over his own signature. Again, we ask the colored people to compare this with Secretary ROOT's candid assertions that 'in a short time, the white man will succeed in excluding the black man from all offices in the southern states' and you have a solution of the puzzle. bbox=[720, 1037, 837, 1182]
subscription-para: RENEWALS, ETC.—If you do not want THE PLANET continued for another year after your subscription has run out, you then notify us by Postal Card to discontinue it. bbox=[92, 786, 209, 828]
terms-table bbox=[92, 322, 209, 384]
article-para: summons came and the spirit went to the other world where no doubt, he and his white judicial friend are basking in the smiles of the Almighty. bbox=[343, 63, 460, 124]
news-item: Maddened by an unfortunate love affair of his earlier years, Joseph A. Fritz, of San Francisco, shot and killed Mr. J. Morrison, fatally wounded Miss J. Yardell and then committed suicide. bbox=[846, 1212, 964, 1297]
calendar-day: 22 bbox=[722, 2334, 738, 2357]
calendar-day: 12 bbox=[788, 2287, 804, 2311]
calendar-day: 28 bbox=[822, 2334, 838, 2357]
calendar-day: 16 bbox=[738, 2311, 755, 2334]
calendar-year: 1903 bbox=[725, 2234, 749, 2246]
page-deliverances-cont bbox=[469, 63, 586, 2473]
calendar-day: 24 bbox=[755, 2334, 772, 2357]
ad-rate-row bbox=[92, 466, 209, 476]
subscription-info bbox=[92, 560, 209, 907]
calendar-weekday: Su. bbox=[722, 2249, 738, 2264]
page-deliverances-headline: MR. THOMAS NELSON PAGE'S DELIVERANCES. bbox=[343, 279, 460, 315]
article-para: And they attacked Rev. SCOTT C. BURRELL, the General Secretary of the colored Y. M. C. A., a Christian gentleman, so mild in his temperament and courteous in his disposition that a two-year-old child will instinctively approach him without hesitation. They misrepresented him. It is possible that those alleged Christians' venom has no limits? bbox=[217, 600, 334, 745]
article-para: Mr. PAGE gives one section of his case away, when he says: bbox=[469, 1488, 586, 1512]
ad-rates-title: ADVERTISING RATES. bbox=[92, 391, 209, 403]
article-para: It seems that his referees in the southland have been Democrats and his appointees have been Democrats. There is but one referee to which he has made his reference and that one is Prof. BOOKER T. WASHINGTON, the South's colored idol. It seems that it is to him that he looks for guidance in the matter of the few Negro appointments which he must make in order not to be amenable to the charge of drawing the color-line. President ROOSEVELT continues: bbox=[720, 380, 837, 573]
communications-note: All communications intended for publication should be sent so as to reach us by Wednesday. bbox=[92, 274, 209, 301]
news-item: An earthquake shock was felt yesterday at Oaxaca, S. D., which lasted several minutes and was severe enough to shake down stones and break the ice in the river. bbox=[846, 286, 964, 359]
article-para: To make this understood it is necessary to speak plainly. Conditions at the South have changed within ten years. The old relation between the races has changed. Those who have made that relation one of kindliness and affection are passing away. The races are wider apart to-day than they have ever been. It is, in the main, only those who have kept the old relation that retain the old feeling. The new Negro, whom he gets an education, becomes the 'Afro-American.' Every question in which the Negro is concerned becomes now a race question. The Negroes will not have it otherwise, and the whites must act accordingly. The most passionate aspiration of the new Negro is for social equality. bbox=[469, 430, 586, 721]
column-2 bbox=[213, 63, 339, 1431]
article-para: Rev. W. H. STOKES, whom these people essayed to criticise is one of the most brilliant, God-fearing, 'minding his own business' divines to be found anywhere in this country. As a pulpit orator, he has few equals. His character is above reproach and his courteous, Christian bearing has marked him as a divine of remarkable qualities. Why should they want to go into the public press and attack him, simply because he disagreed with them on a matter of minor importance? bbox=[217, 405, 334, 599]
article-para: 'My party advisers in the State have been Mr. Hanson, of Macon; Mr. Walter Johnson, of Atlanta—both of them ex-Confederate soldiers—Mr. Harry Stillwell Edwards, also of Macon. Am I not right in saying that the Federal office-holders whom I have appointed throughout your State are, as a body, men and women, of a high order of efficiency and integrity? bbox=[595, 2429, 712, 2576]
news-item: The National Good Roads Association will hold an international congress in St. Louis from April 27 to May 2. bbox=[846, 1572, 964, 1620]
article-para: Well, it will be a bitter awakening to some of the colored brethren down here, but there is some satisfaction in knowing that God reigns and the colored vote in the doubtful states of the 'North-land' still lives. bbox=[720, 1317, 837, 1414]
divider bbox=[107, 510, 193, 511]
news-item: In an explosion of dust at the Alton Mill, near Springfield, Ill., yesterday, three miners were killed. Ten mules were also killed. bbox=[846, 607, 964, 668]
ad-rate-row-label: For two inches, six months bbox=[92, 445, 178, 455]
divider bbox=[610, 95, 696, 96]
logo-text: THE PLANET bbox=[103, 119, 199, 136]
ad-rate-row-label: For two inches, nine months bbox=[92, 455, 182, 466]
calendar-day: 21 bbox=[822, 2311, 838, 2334]
article-para: For years, throughout the South, there has been the growing hope that the Negro might be excluded from politics, and that another party might arise to which the whites might turn without finding themselves in the association that affiliation with the Negro party in the South has for the most part signified. It was generally held that this would mean the removal of the most debasing element of politics; of the chief cause of misunderstanding between the North and the South; and the opportunity for the South, relieved from the thraldom incident to the existence of only one party, to place herself in harmony with the rest of the country. This movement was advancing propitiously when the Administration intervened. One or two men who had made themselves prominent in it were removed from office. It is said that they would have been removed anyhow for violation of the general order prohibiting office-holders from too active participation in politics; and that the fact that they were excluding Negroes from their conventions had nothing to do with their dismissal. It is possible that they ought to have been removed. At least, however, the circumstances were unfortunate. It looked as if these men were being disciplined for trying to form a party exclusively of whites. The Negroes so understood it, and the whites so understood it. bbox=[469, 930, 586, 1487]
article-para: Mr. Bryan said that not only had he not made any such statement, but that the contemplated action was improbable, and he did not discuss improbabilities. 'Never will you find the Gold Democrats capturing any Democratic convention of national importance. The very idea of it is absurd.' bbox=[720, 1622, 837, 1756]
article-para: These people seem never to tire of abusing their people and are weary of the intestinal broils. The time has come for us to relegate these mischievous forces to the rear. The race is now confronted with great questions and it will take the combined energies of us all to win out. bbox=[217, 100, 334, 222]
editorial-item: WE return thanks to Senator JOHN W. DANIEL for packages of garden seeds. bbox=[92, 1027, 209, 1063]
article-para: The attack made on the Ebenezer Baptist Church by way of its pastor and Deacon Board through the columns of the Richmond, Va., NEWS-LEADER of last Monday by the president of Raleigh, North Carolina, and his corps of fuss-makers was a most disgraceful proceeding. bbox=[92, 1759, 209, 1880]
vacancies-headline: 600 Vacancies at Annapolis. bbox=[720, 1758, 837, 1771]
